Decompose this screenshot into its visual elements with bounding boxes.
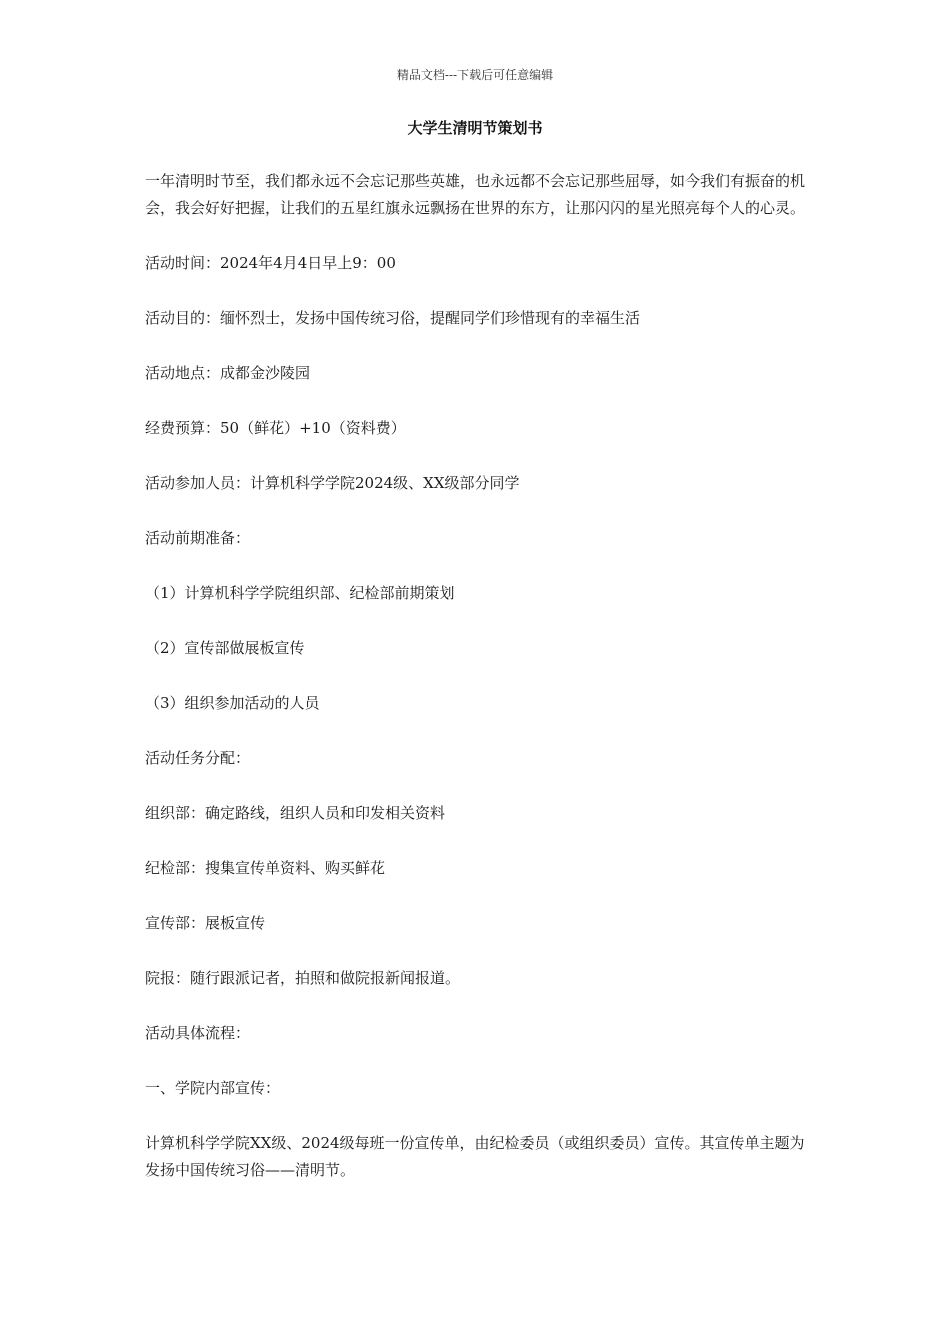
task-discipline: 纪检部：搜集宣传单资料、购买鲜花 (145, 859, 386, 877)
header-note: 精品文档---下载后可任意编辑 (396, 68, 554, 82)
intro-paragraph: 一年清明时节至，我们都永远不会忘记那些英雄，也永远都不会忘记那些屈辱，如今我们有振奋的机会，我会好好把握，让我们的五星红旗永远飘扬在世界的东方，让那闪闪的星光照亮每个人的心灵。 (145, 172, 806, 217)
document-body (145, 168, 805, 1184)
tasks-heading: 活动任务分配： (145, 749, 251, 767)
prep-heading: 活动前期准备： (145, 529, 251, 547)
task-publicity: 宣传部：展板宣传 (145, 914, 266, 932)
flow-heading: 活动具体流程： (145, 1024, 251, 1042)
flow-step-1-body: 计算机科学学院XX级、2024级每班一份宣传单，由纪检委员（或组织委员）宣传。其宣传单主题为发扬中国传统习俗——清明节。 (145, 1134, 805, 1179)
flow-step-1-heading: 一、学院内部宣传： (145, 1079, 281, 1097)
activity-budget: 经费预算：50（鲜花）+10（资料费） (145, 419, 406, 437)
activity-location: 活动地点：成都金沙陵园 (145, 364, 311, 382)
activity-time: 活动时间：2024年4月4日早上9：00 (145, 254, 396, 272)
prep-item-2: （2）宣传部做展板宣传 (145, 639, 305, 657)
prep-item-3: （3）组织参加活动的人员 (145, 694, 320, 712)
activity-participants: 活动参加人员：计算机科学学院2024级、XX级部分同学 (145, 474, 520, 492)
activity-purpose: 活动目的：缅怀烈士，发扬中国传统习俗，提醒同学们珍惜现有的幸福生活 (145, 309, 641, 327)
document-title: 大学生清明节策划书 (407, 119, 543, 137)
task-organization: 组织部：确定路线，组织人员和印发相关资料 (145, 804, 446, 822)
prep-item-1: （1）计算机科学学院组织部、纪检部前期策划 (145, 584, 455, 602)
task-news: 院报：随行跟派记者，拍照和做院报新闻报道。 (145, 969, 461, 987)
